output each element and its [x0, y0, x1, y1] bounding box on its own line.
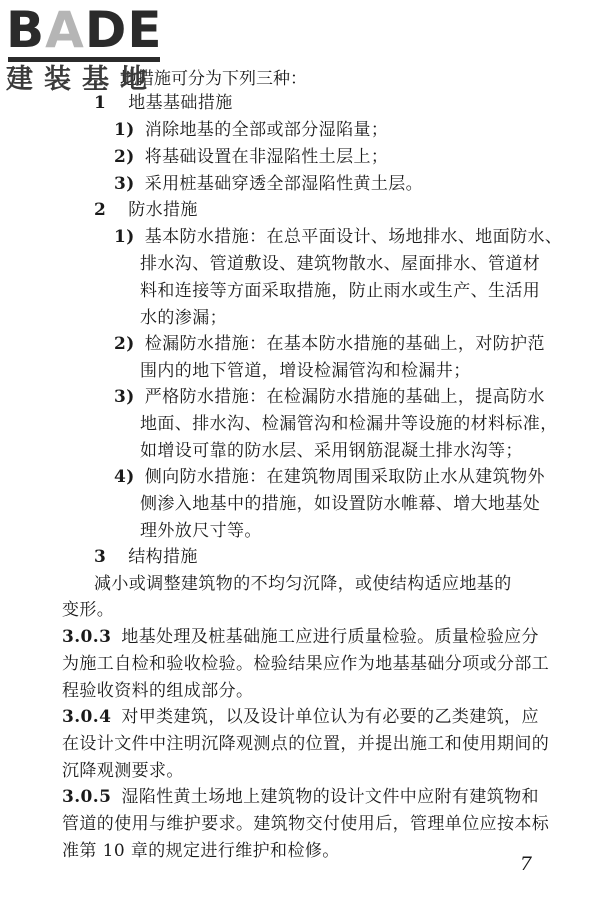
clause-3-0-5-number: 3.0.5: [62, 787, 112, 807]
clause-3-0-4-line-2: 在设计文件中注明沉降观测点的位置，并提出施工和使用期间的: [62, 734, 550, 754]
s2-item-3-line-1: [114, 385, 545, 409]
s2-item-3-num: 3): [114, 387, 135, 407]
section-2-number: 2: [94, 200, 107, 220]
clause-3-0-3-line-1: [62, 625, 539, 649]
clause-3-0-4-text: 对甲类建筑，以及设计单位认为有必要的乙类建筑，应: [121, 707, 539, 727]
section-2-title: 防水措施: [128, 200, 198, 220]
s1-item-3: [114, 172, 423, 196]
intro-line: 地措施可分为下列三种：: [120, 69, 307, 89]
s1-item-2: [114, 145, 388, 169]
section-3-heading: [94, 545, 198, 569]
s1-item-3-num: 3): [114, 174, 135, 194]
s2-item-1-text: 基本防水措施：在总平面设计、场地排水、地面防水、: [144, 227, 563, 247]
s2-item-3-line-2: 地面、排水沟、检漏管沟和检漏井等设施的材料标准，: [140, 414, 558, 434]
clause-3-0-3-line-3: 程验收资料的组成部分。: [62, 681, 254, 701]
s2-item-4-text: 侧向防水措施：在建筑物周围采取防止水从建筑物外: [144, 467, 545, 487]
logo-letter: A: [45, 1, 85, 59]
section-3-line-2: 变形。: [62, 600, 115, 620]
s2-item-2-num: 2): [114, 334, 135, 354]
clause-3-0-3-number: 3.0.3: [62, 627, 112, 647]
s1-item-2-num: 2): [114, 147, 135, 167]
s2-item-1-line-2: 排水沟、管道敷设、建筑物散水、屋面排水、管道材: [140, 254, 541, 274]
s2-item-4-line-1: [114, 465, 545, 489]
clause-3-0-4-line-3: 沉降观测要求。: [62, 761, 184, 781]
section-3-title: 结构措施: [128, 547, 198, 567]
clause-3-0-5-line-2: 管道的使用与维护要求。建筑物交付使用后，管理单位应按本标: [62, 814, 550, 834]
clause-3-0-5-line-1: [62, 785, 539, 809]
s1-item-1-num: 1): [114, 120, 135, 140]
s2-item-2-line-1: [114, 332, 545, 356]
logo-letter: D: [84, 1, 128, 59]
s1-item-1-text: 消除地基的全部或部分湿陷量；: [144, 120, 389, 140]
s2-item-4-num: 4): [114, 467, 135, 487]
s1-item-3-text: 采用桩基础穿透全部湿陷性黄土层。: [144, 174, 424, 194]
logo-brand-text: [6, 1, 163, 59]
s2-item-1-line-4: 水的渗漏；: [140, 308, 227, 328]
s2-item-4-line-2: 侧渗入地基中的措施，如设置防水帷幕、增大地基处: [140, 494, 541, 514]
clause-3-0-4-line-1: [62, 705, 539, 729]
clause-3-0-5-text: 湿陷性黄土场地上建筑物的设计文件中应附有建筑物和: [121, 787, 539, 807]
s1-item-2-text: 将基础设置在非湿陷性土层上；: [144, 147, 389, 167]
logo-letter: B: [6, 1, 46, 59]
clause-3-0-3-text: 地基处理及桩基础施工应进行质量检验。质量检验应分: [121, 627, 539, 647]
s2-item-3-line-3: 如增设可靠的防水层、采用钢筋混凝土排水沟等；: [140, 441, 523, 461]
logo-brand: [6, 1, 163, 59]
bade-logo: [6, 1, 163, 95]
clause-3-0-4-number: 3.0.4: [62, 707, 112, 727]
section-2-heading: [94, 198, 198, 222]
s2-item-4-line-3: 理外放尺寸等。: [140, 521, 262, 541]
s2-item-2-text: 检漏防水措施：在基本防水措施的基础上，对防护范: [144, 334, 545, 354]
section-1-number: 1: [94, 93, 107, 113]
section-1-title: 地基基础措施: [128, 93, 233, 113]
section-3-line-1: 减小或调整建筑物的不均匀沉降，或使结构适应地基的: [94, 574, 512, 594]
s2-item-1-line-1: [114, 225, 562, 249]
logo-letter: E: [127, 1, 163, 59]
s2-item-3-text: 严格防水措施：在检漏防水措施的基础上，提高防水: [144, 387, 545, 407]
s2-item-1-num: 1): [114, 227, 135, 247]
clause-3-0-3-line-2: 为施工自检和验收检验。检验结果应作为地基基础分项或分部工: [62, 654, 550, 674]
s1-item-1: [114, 118, 388, 142]
s2-item-1-line-3: 料和连接等方面采取措施，防止雨水或生产、生活用: [140, 281, 541, 301]
s2-item-2-line-2: 围内的地下管道，增设检漏管沟和检漏井；: [140, 361, 471, 381]
page-number: 7: [519, 853, 532, 875]
clause-3-0-5-line-3: 准第 10 章的规定进行维护和检修。: [62, 841, 340, 861]
section-3-number: 3: [94, 547, 107, 567]
logo-subtitle: 建装基地: [6, 64, 158, 95]
